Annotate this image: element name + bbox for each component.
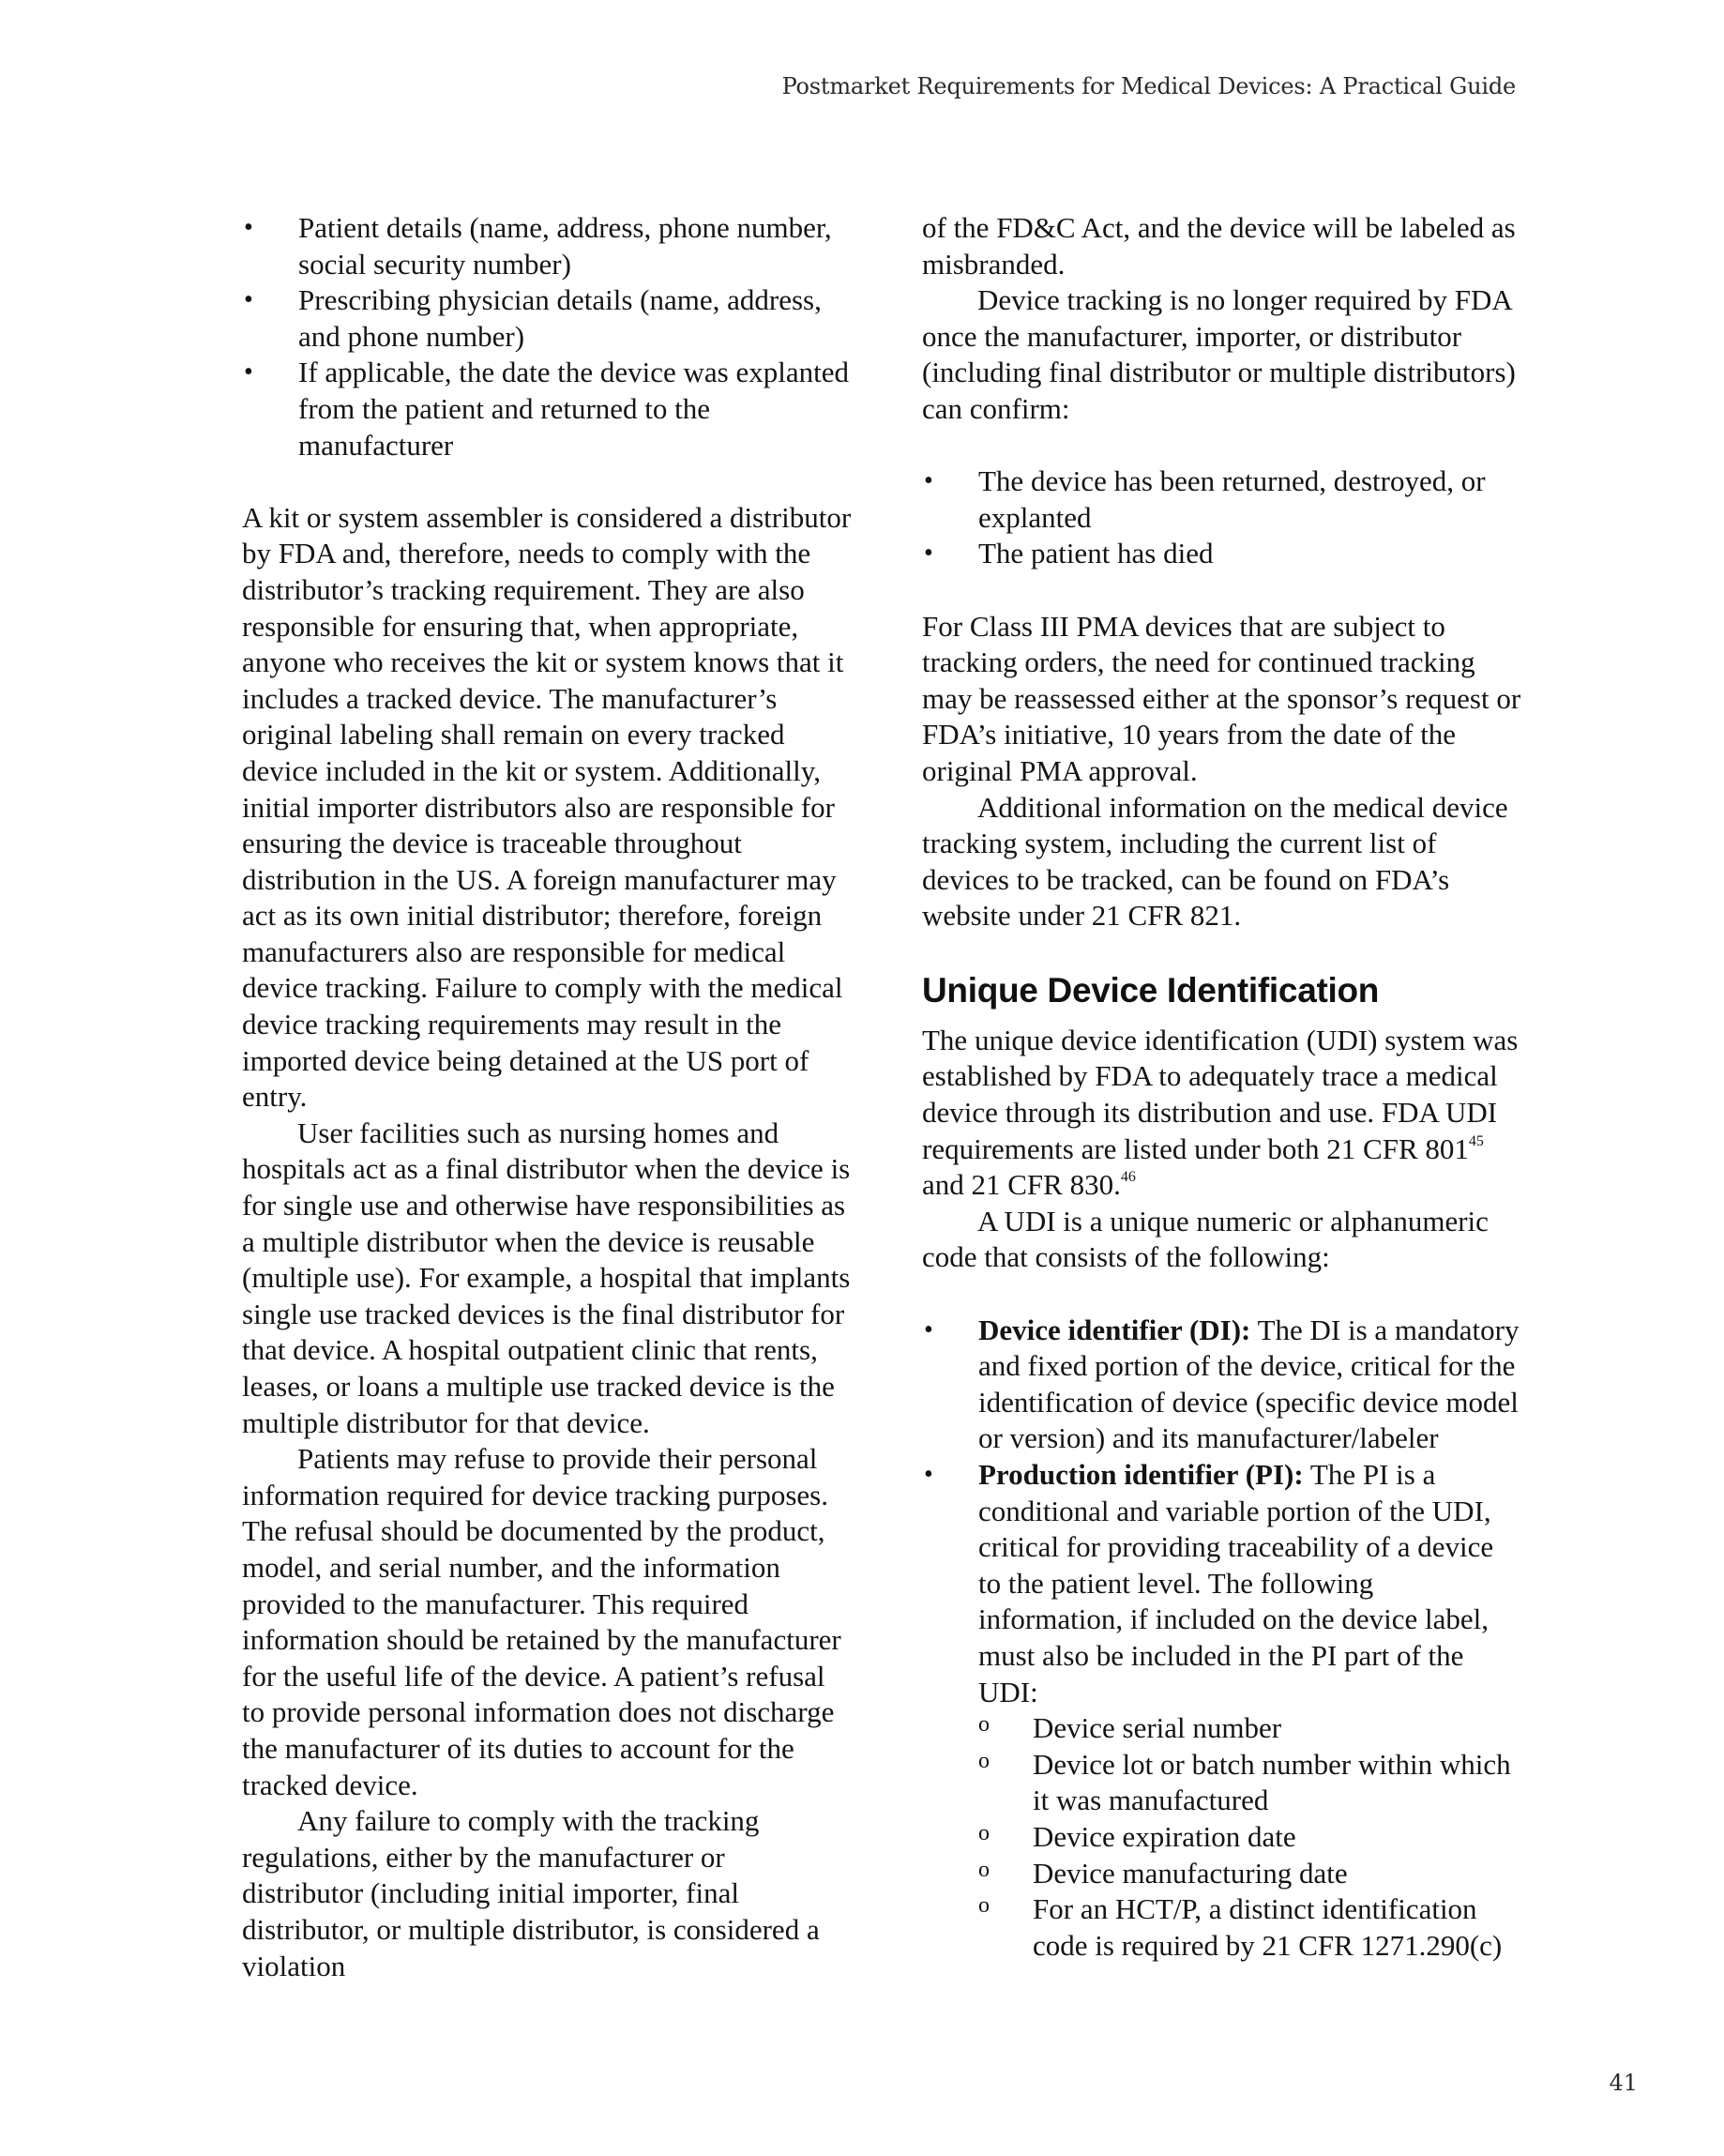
tracking-info-list <box>242 210 852 463</box>
circle-bullet-icon: o <box>978 1893 990 1919</box>
bullet-icon: • <box>924 1314 933 1344</box>
paragraph-user-facilities: User facilities such as nursing homes and hospitals act as a final distributor when the device is for single use and otherwise have responsibilities as a multiple distributor when the device is reusable (multiple use). For example, a hospital that implants single use tracked devices is the final distributor for that device. A hospital outpatient clinic that rents, leases, or loans a multiple use tracked device is the multiple distributor for that device. <box>242 1116 851 1439</box>
spacer <box>922 572 1522 609</box>
circle-bullet-icon: o <box>978 1748 990 1773</box>
bullet-icon: • <box>244 285 253 315</box>
list-item <box>242 210 852 282</box>
tracking-end-list <box>922 463 1522 572</box>
sub-list-item <box>978 1856 1522 1892</box>
section-heading-udi: Unique Device Identification <box>922 970 1380 1010</box>
circle-bullet-icon: o <box>978 1857 990 1882</box>
paragraph-patient-refusal: Patients may refuse to provide their personal information required for device tracking purposes. The refusal should be documented by the product, model, and serial number, and the information provided to the manufacturer. This required information should be retained by the manufacturer for the useful life of the device. A patient’s refusal to provide personal information does not discharge the manufacturer of its duties to account for the tracked device. <box>242 1442 841 1801</box>
sub-list-item-text: Device manufacturing date <box>1033 1856 1348 1890</box>
bullet-icon: • <box>244 213 253 242</box>
running-header: Postmarket Requirements for Medical Devices: A Practical Guide <box>781 73 1516 99</box>
list-item-production-identifier <box>922 1457 1522 1964</box>
definition-production-identifier: The PI is a conditional and variable portion of the UDI, critical for providing traceability of a device to the patient level. The following information, if included on the device label, must also be included in the PI part of the UDI: <box>978 1458 1494 1708</box>
udi-intro-text-2: and 21 CFR 830. <box>922 1168 1121 1202</box>
sub-list-item-text: For an HCT/P, a distinct identification code is required by 21 CFR 1271.290(c) <box>1033 1892 1503 1962</box>
udi-intro-text: The unique device identification (UDI) system was established by FDA to adequately trace a medical device through its distribution and use. FDA UDI requirements are listed under both 21 CFR 801 <box>922 1023 1519 1165</box>
term-device-identifier: Device identifier (DI): <box>978 1313 1251 1346</box>
list-item-text: The device has been returned, destroyed, or explanted <box>978 464 1486 534</box>
sub-list-item-text: Device serial number <box>1033 1711 1282 1745</box>
sub-list-item <box>978 1710 1522 1747</box>
circle-bullet-icon: o <box>978 1712 990 1738</box>
list-item-device-identifier <box>922 1313 1522 1457</box>
definition-device-identifier: The DI is a mandatory and fixed portion of the device, critical for the identification of device (specific device model or version) and its manufacturer/labeler <box>978 1313 1520 1455</box>
list-item-text: The patient has died <box>978 537 1214 570</box>
udi-components-list <box>922 1313 1522 1965</box>
list-item <box>922 536 1522 572</box>
paragraph-kit-assembler: A kit or system assembler is considered a distributor by FDA and, therefore, needs to comply with the distributor’s tracking requirement. They are also responsible for ensuring that, when appropriate, anyone who receives the kit or system knows that it includes a tracked device. The manufacturer’s original labeling shall remain on every tracked device included in the kit or system. Additionally, initial importer distributors also are responsible for ensuring the device is traceable throughout distribution in the US. A foreign manufacturer may act as its own initial distributor; therefore, foreign manufacturers also are responsible for medical device tracking. Failure to comply with the medical device tracking requirements may result in the imported device being detained at the US port of entry. <box>242 500 852 1114</box>
sub-list-item <box>978 1747 1522 1819</box>
left-column <box>242 210 852 1984</box>
spacer <box>922 1276 1522 1313</box>
paragraph-class-iii: For Class III PMA devices that are subject to tracking orders, the need for continued tracking may be reassessed either at the sponsor’s request or FDA’s initiative, 10 years from the date of the original PMA approval. <box>922 609 1521 787</box>
right-column <box>922 210 1522 1964</box>
circle-bullet-icon: o <box>978 1820 990 1845</box>
list-item-text: Patient details (name, address, phone number, social security number) <box>298 211 832 281</box>
sub-list-item-text: Device expiration date <box>1033 1819 1296 1853</box>
list-item <box>242 282 852 355</box>
page-number: 41 <box>1609 2070 1638 2096</box>
bullet-icon: • <box>244 357 253 387</box>
list-item-text: If applicable, the date the device was explanted from the patient and returned to the manufacturer <box>298 356 850 462</box>
sub-list-item <box>978 1819 1522 1856</box>
footnote-ref-46[interactable]: 46 <box>1120 1169 1136 1186</box>
bullet-icon: • <box>924 466 933 496</box>
spacer <box>242 463 852 500</box>
spacer <box>922 428 1522 464</box>
list-item <box>922 463 1522 536</box>
paragraph-udi-definition: A UDI is a unique numeric or alphanumeric code that consists of the following: <box>922 1204 1489 1274</box>
bullet-icon: • <box>924 539 933 569</box>
paragraph-tracking-end-intro: Device tracking is no longer required by FDA once the manufacturer, importer, or distributor (including final distributor or multiple distributors) can confirm: <box>922 283 1516 425</box>
sub-list-item <box>978 1891 1522 1964</box>
list-item <box>242 355 852 463</box>
term-production-identifier: Production identifier (PI): <box>978 1458 1304 1491</box>
footnote-ref-45[interactable]: 45 <box>1468 1132 1484 1149</box>
paragraph-continuation: of the FD&C Act, and the device will be labeled as misbranded. <box>922 211 1516 281</box>
sub-list-item-text: Device lot or batch number within which it was manufactured <box>1033 1747 1511 1817</box>
paragraph-failure-to-comply: Any failure to comply with the tracking regulations, either by the manufacturer or distributor (including initial importer, final distributor, or multiple distributor, is considered a violation <box>242 1804 820 1982</box>
paragraph-udi-intro <box>922 1023 1522 1204</box>
pi-items-list <box>978 1710 1522 1964</box>
list-item-text: Prescribing physician details (name, address, and phone number) <box>298 283 822 353</box>
paragraph-additional-info: Additional information on the medical device tracking system, including the current list of devices to be tracked, can be found on FDA’s website under 21 CFR 821. <box>922 790 1508 933</box>
bullet-icon: • <box>924 1460 933 1489</box>
